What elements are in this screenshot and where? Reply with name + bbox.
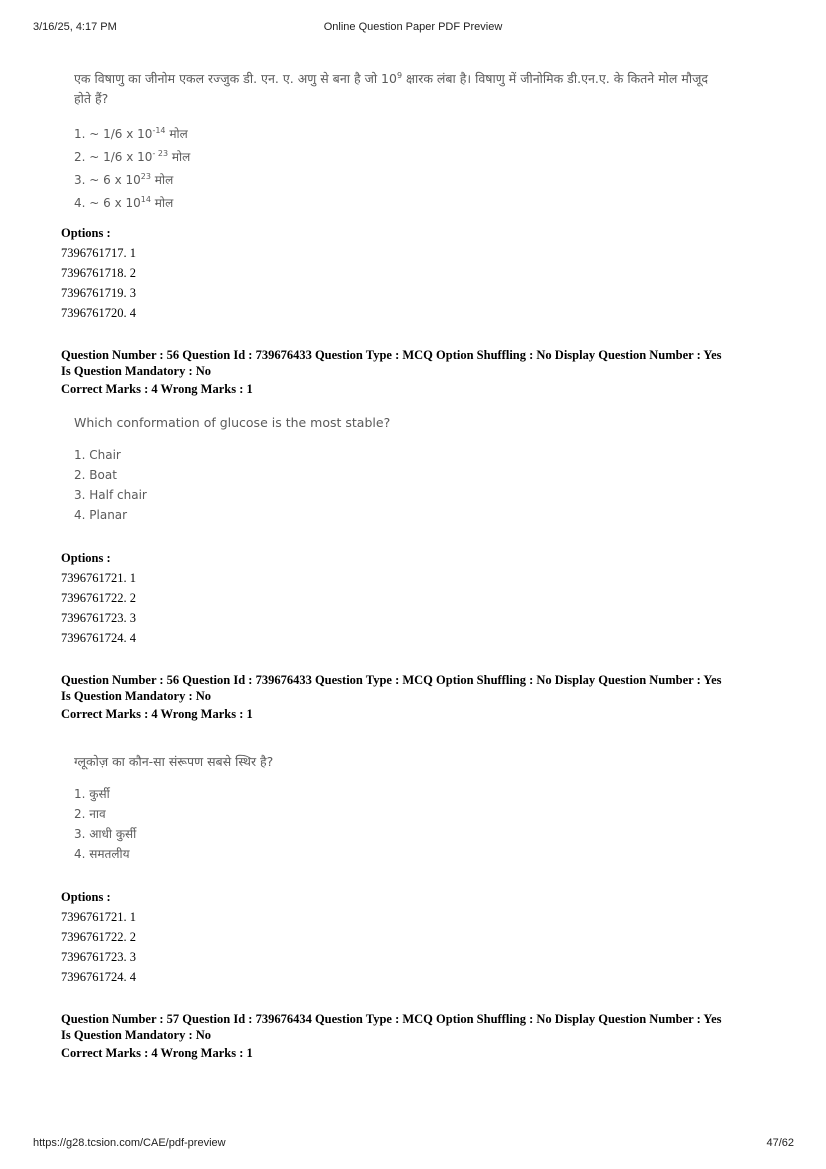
question-image-hindi bbox=[74, 752, 273, 864]
options-label: Options : bbox=[61, 551, 111, 565]
page-footer bbox=[0, 1136, 826, 1150]
page-number: 47/62 bbox=[766, 1137, 794, 1149]
question-options bbox=[74, 121, 774, 213]
option-id-row: 7396761719. 3 bbox=[61, 286, 136, 300]
page-url: https://g28.tcsion.com/CAE/pdf-preview bbox=[33, 1137, 226, 1149]
option-item: 2. नाव bbox=[74, 807, 106, 821]
option-id-row: 7396761717. 1 bbox=[61, 246, 136, 260]
option-id-row: 7396761721. 1 bbox=[61, 571, 136, 585]
option-item: 4. Planar bbox=[74, 508, 128, 522]
page-header bbox=[0, 20, 826, 34]
options-block bbox=[61, 225, 771, 323]
option-item: 4. ~ 6 x $10^{14}$ मोल bbox=[74, 195, 174, 211]
option-item: 3. ~ 6 x $10^{23}$ मोल bbox=[74, 172, 174, 188]
option-item: 1. Chair bbox=[74, 448, 121, 462]
question-image-prev-hindi bbox=[74, 66, 774, 213]
option-item: 1. ~ 1/6 x $10^{-14}$ मोल bbox=[74, 126, 188, 142]
option-id-row: 7396761723. 3 bbox=[61, 611, 136, 625]
question-text: Which conformation of glucose is the most stable? bbox=[74, 415, 391, 430]
question-text: ग्लूकोज़ का कौन-सा संरूपण सबसे स्थिर है? bbox=[74, 754, 274, 769]
option-id-row: 7396761718. 2 bbox=[61, 266, 136, 280]
question-meta bbox=[61, 672, 773, 722]
question-meta-line: Question Number : 56 Question Id : 739676433 Question Type : MCQ Option Shuffling : No Display Question Number : Yes bbox=[61, 348, 722, 362]
option-item: 3. आधी कुर्सी bbox=[74, 827, 137, 841]
option-item: 3. Half chair bbox=[74, 488, 147, 502]
question-meta-line: Question Number : 57 Question Id : 739676434 Question Type : MCQ Option Shuffling : No Display Question Number : Yes bbox=[61, 1012, 722, 1026]
question-text: एक विषाणु का जीनोम एकल रज्जुक डी. एन. ए. अणु से बना है जो $10^9$ क्षारक लंबा है। विषाणु में जीनोमिक डी.एन.ए. के कितने मोल मौजूद होते हैं? bbox=[74, 71, 708, 107]
question-mandatory: Is Question Mandatory : No bbox=[61, 364, 212, 378]
options-label: Options : bbox=[61, 226, 111, 240]
option-id-row: 7396761720. 4 bbox=[61, 306, 136, 320]
question-image-english bbox=[74, 413, 390, 525]
question-meta bbox=[61, 347, 773, 397]
question-mandatory: Is Question Mandatory : No bbox=[61, 1028, 212, 1042]
question-meta-line: Question Number : 56 Question Id : 739676433 Question Type : MCQ Option Shuffling : No Display Question Number : Yes bbox=[61, 673, 722, 687]
question-options bbox=[74, 445, 390, 525]
question-marks: Correct Marks : 4 Wrong Marks : 1 bbox=[61, 382, 253, 396]
option-id-row: 7396761724. 4 bbox=[61, 970, 136, 984]
option-id-row: 7396761721. 1 bbox=[61, 910, 136, 924]
question-mandatory: Is Question Mandatory : No bbox=[61, 689, 212, 703]
option-item: 1. कुर्सी bbox=[74, 787, 110, 801]
option-id-row: 7396761724. 4 bbox=[61, 631, 136, 645]
option-item: 4. समतलीय bbox=[74, 847, 130, 861]
options-block bbox=[61, 550, 771, 648]
option-id-row: 7396761722. 2 bbox=[61, 930, 136, 944]
options-block bbox=[61, 889, 771, 987]
option-id-row: 7396761723. 3 bbox=[61, 950, 136, 964]
option-id-row: 7396761722. 2 bbox=[61, 591, 136, 605]
option-item: 2. Boat bbox=[74, 468, 117, 482]
option-item: 2. ~ 1/6 x $10^{- 23}$ मोल bbox=[74, 149, 191, 165]
question-marks: Correct Marks : 4 Wrong Marks : 1 bbox=[61, 1046, 253, 1060]
question-options bbox=[74, 784, 273, 864]
question-meta bbox=[61, 1011, 773, 1061]
page-title: Online Question Paper PDF Preview bbox=[323, 21, 503, 33]
question-marks: Correct Marks : 4 Wrong Marks : 1 bbox=[61, 707, 253, 721]
print-datetime: 3/16/25, 4:17 PM bbox=[33, 21, 117, 33]
options-label: Options : bbox=[61, 890, 111, 904]
